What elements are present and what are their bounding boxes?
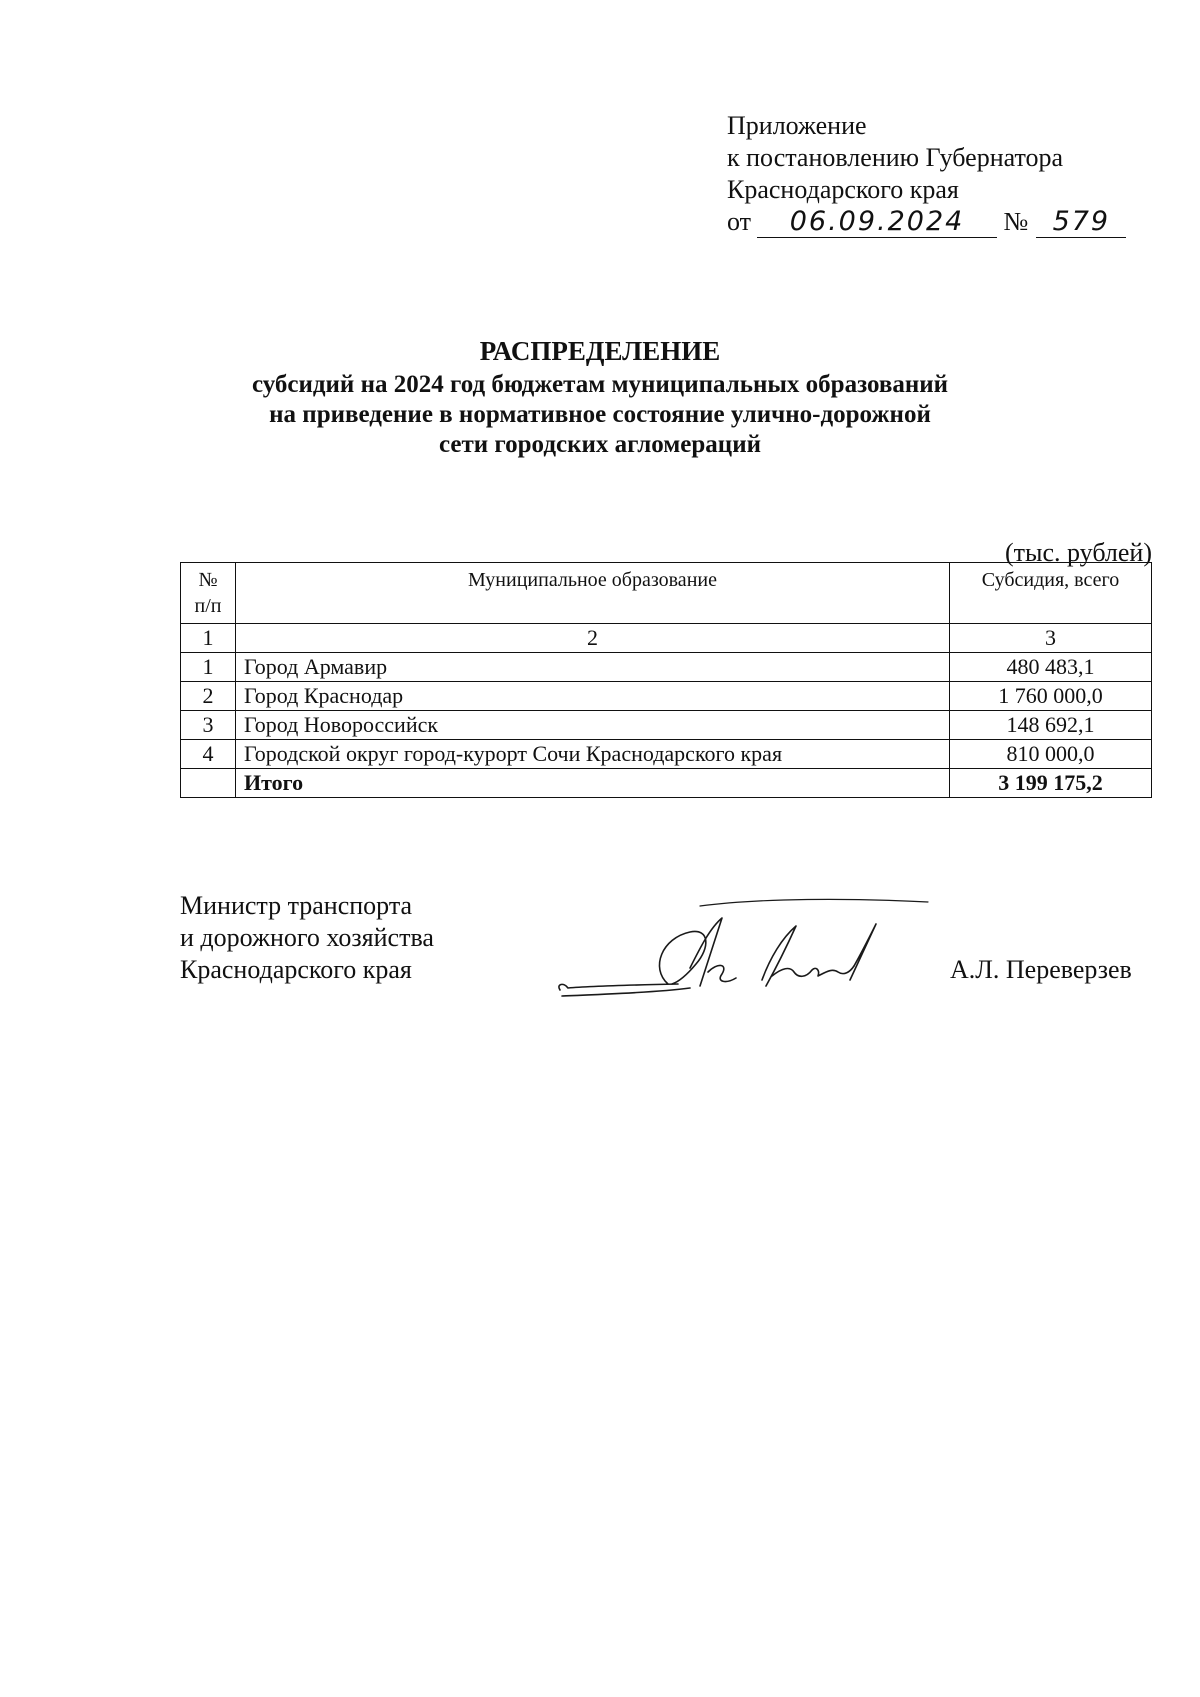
row-amount: 810 000,0 [950, 740, 1152, 769]
row-name: Город Новороссийск [236, 711, 950, 740]
appendix-line-2: к постановлению Губернатора [727, 143, 1064, 172]
total-num-cell [181, 769, 236, 798]
date-prefix: от [727, 207, 752, 236]
row-num: 4 [181, 740, 236, 769]
row-amount: 480 483,1 [950, 653, 1152, 682]
table-row [181, 653, 1152, 682]
header-name: Муниципальное образование [236, 563, 950, 624]
column-index-1: 1 [181, 624, 236, 653]
signatory-name: А.Л. Переверзев [950, 955, 1132, 984]
total-label: Итого [236, 769, 950, 798]
title-line-2: на приведение в нормативное состояние улично-дорожной [269, 401, 931, 428]
appendix-date-line [727, 206, 1126, 238]
appendix-line-1: Приложение [727, 111, 867, 140]
appendix-line-3: Краснодарского края [727, 175, 959, 204]
position-line-1: Министр транспорта [180, 891, 413, 920]
header-amount: Субсидия, всего [950, 563, 1152, 624]
row-amount: 148 692,1 [950, 711, 1152, 740]
row-name: Город Армавир [236, 653, 950, 682]
table-header-row [181, 563, 1152, 624]
column-index-2: 2 [236, 624, 950, 653]
row-num: 3 [181, 711, 236, 740]
row-name: Город Краснодар [236, 682, 950, 711]
row-name: Городской округ город-курорт Сочи Краснодарского края [236, 740, 950, 769]
title-main: РАСПРЕДЕЛЕНИЕ [479, 336, 721, 366]
total-amount: 3 199 175,2 [950, 769, 1152, 798]
table-row [181, 711, 1152, 740]
header-num-line-1: № [198, 569, 218, 591]
decree-number: 579 [1052, 206, 1111, 237]
total-row [181, 769, 1152, 798]
table-row [181, 682, 1152, 711]
row-num: 1 [181, 653, 236, 682]
decree-number-field [1036, 207, 1126, 238]
appendix-header [727, 110, 1126, 238]
header-num-line-2: п/п [194, 595, 222, 617]
column-index-3: 3 [950, 624, 1152, 653]
header-num [181, 563, 236, 624]
document-title [0, 336, 1200, 460]
row-amount: 1 760 000,0 [950, 682, 1152, 711]
title-line-3: сети городских агломераций [438, 431, 762, 458]
position-line-2: и дорожного хозяйства [180, 923, 434, 952]
handwritten-signature [550, 888, 950, 998]
decree-date: 06.09.2024 [789, 206, 965, 237]
table-row [181, 740, 1152, 769]
column-index-row [181, 624, 1152, 653]
title-line-1: субсидий на 2024 год бюджетам муниципальных образований [251, 371, 949, 398]
position-line-3: Краснодарского края [180, 955, 412, 984]
decree-date-field [757, 207, 997, 238]
row-num: 2 [181, 682, 236, 711]
signatory-position [180, 890, 434, 986]
units-label: (тыс. рублей) [1004, 538, 1152, 567]
number-prefix: № [1003, 207, 1029, 236]
distribution-table [180, 562, 1152, 798]
